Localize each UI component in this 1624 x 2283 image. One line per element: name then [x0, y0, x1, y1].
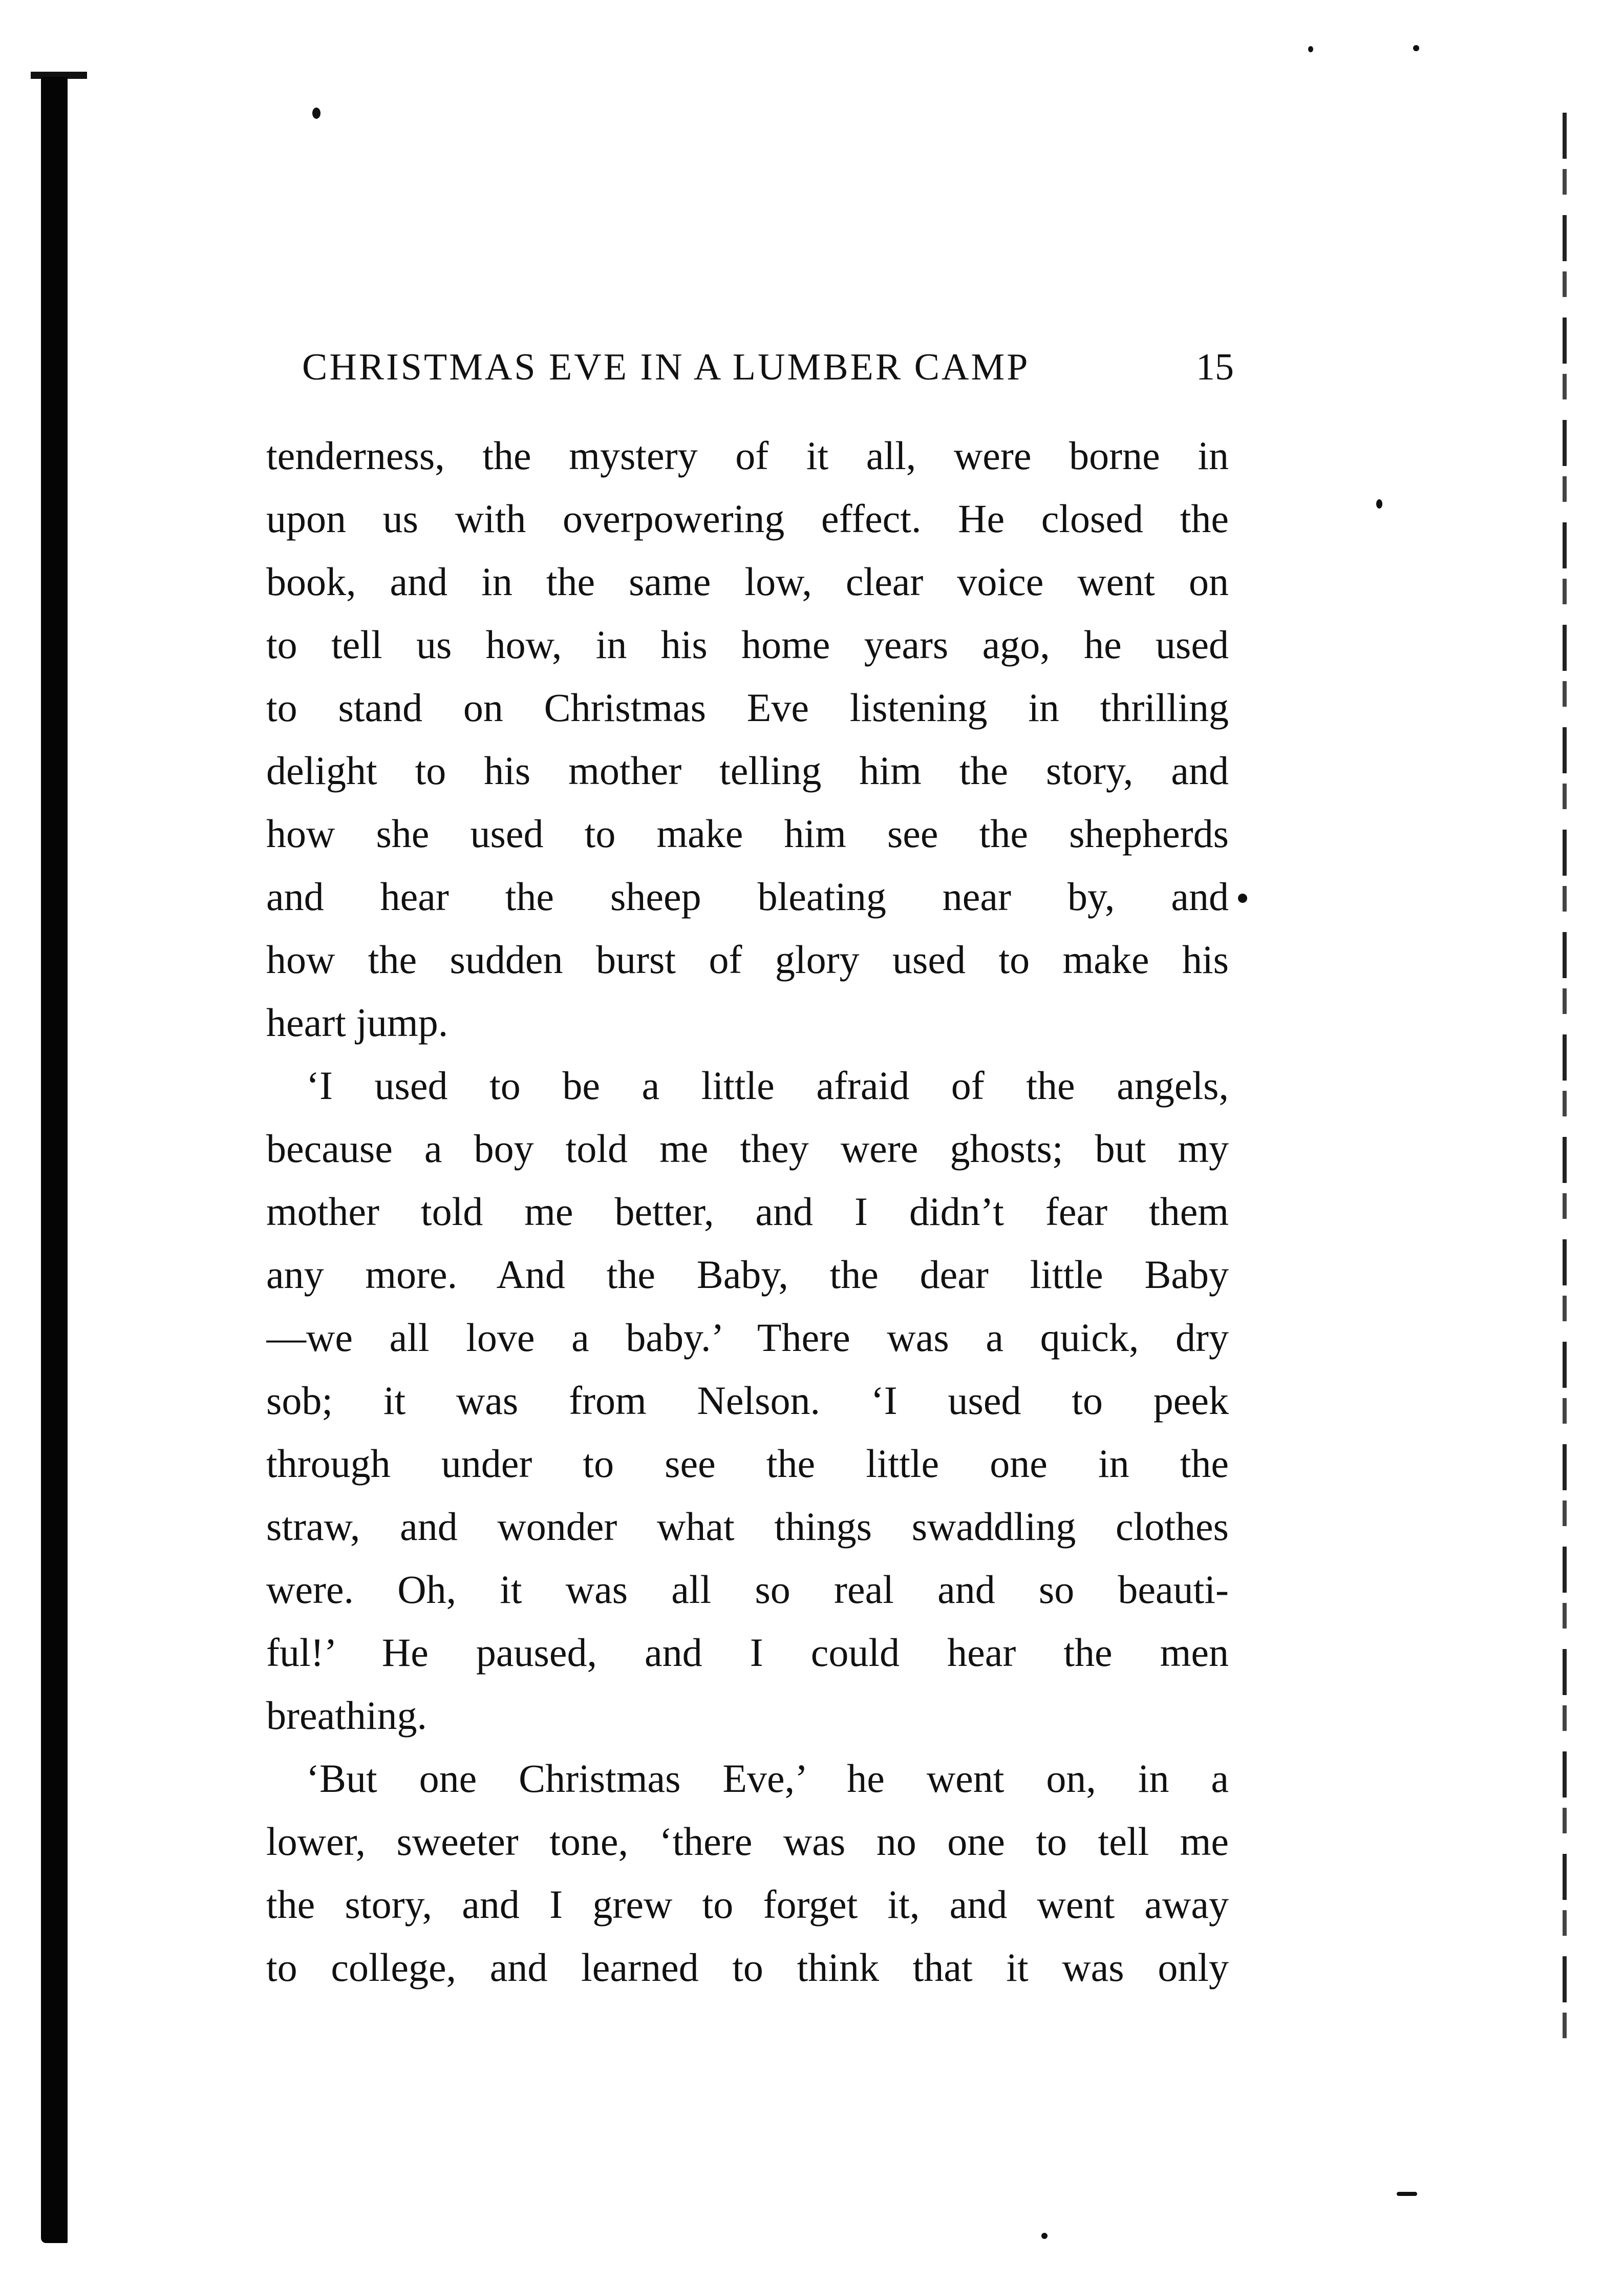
text-line: to stand on Christmas Eve listening in thrilling: [266, 685, 1229, 730]
paragraph: [266, 1747, 1229, 1999]
text-line: how the sudden burst of glory used to make his: [266, 937, 1229, 982]
text-line: sob; it was from Nelson. ‘I used to peek: [266, 1378, 1229, 1423]
running-head: [302, 339, 1234, 395]
page-number: 15: [1196, 346, 1234, 388]
text-line: ful!’ He paused, and I could hear the men: [266, 1630, 1229, 1675]
scan-speck: [1308, 46, 1313, 52]
text-line: how she used to make him see the shepherds: [266, 811, 1229, 856]
text-line: upon us with overpowering effect. He closed the: [266, 496, 1229, 541]
text-line: any more. And the Baby, the dear little Baby: [266, 1252, 1229, 1297]
text-line: mother told me better, and I didn’t fear them: [266, 1189, 1229, 1234]
paragraph: [266, 1054, 1229, 1747]
text-line: book, and in the same low, clear voice went on: [266, 559, 1229, 604]
text-line: were. Oh, it was all so real and so beauti-: [266, 1567, 1229, 1612]
running-head-title: CHRISTMAS EVE IN A LUMBER CAMP: [302, 346, 1030, 388]
text-line: lower, sweeter tone, ‘there was no one to tell me: [266, 1819, 1229, 1864]
text-line: through under to see the little one in the: [266, 1441, 1229, 1486]
text-line: straw, and wonder what things swaddling clothes: [266, 1504, 1229, 1549]
scan-speck: [1397, 2192, 1417, 2196]
text-line: —we all love a baby.’ There was a quick, dry: [266, 1315, 1229, 1360]
scan-speck: [1041, 2233, 1048, 2239]
text-line: the story, and I grew to forget it, and went away: [266, 1882, 1229, 1927]
scan-speck: [1413, 45, 1419, 51]
scan-speck: [1376, 499, 1382, 509]
text-line: breathing.: [266, 1693, 428, 1738]
text-line: ‘But one Christmas Eve,’ he went on, in a: [306, 1756, 1229, 1801]
text-line: tenderness, the mystery of it all, were borne in: [266, 433, 1229, 478]
text-line: ‘I used to be a little afraid of the angels,: [306, 1063, 1229, 1108]
text-line: because a boy told me they were ghosts; but my: [266, 1126, 1229, 1171]
scan-speck: [312, 108, 320, 119]
text-line: to tell us how, in his home years ago, he used: [266, 622, 1229, 667]
scan-left-edge: [41, 77, 68, 2243]
text-line: to college, and learned to think that it was only: [266, 1945, 1229, 1990]
text-line: heart jump.: [266, 1000, 448, 1045]
text-line: and hear the sheep bleating near by, and: [266, 874, 1229, 919]
scan-right-edge: [1563, 113, 1567, 2048]
paragraph: [266, 424, 1229, 1054]
scan-speck: [1238, 894, 1247, 903]
body-text: [266, 424, 1229, 1999]
text-line: delight to his mother telling him the story, and: [266, 748, 1229, 793]
